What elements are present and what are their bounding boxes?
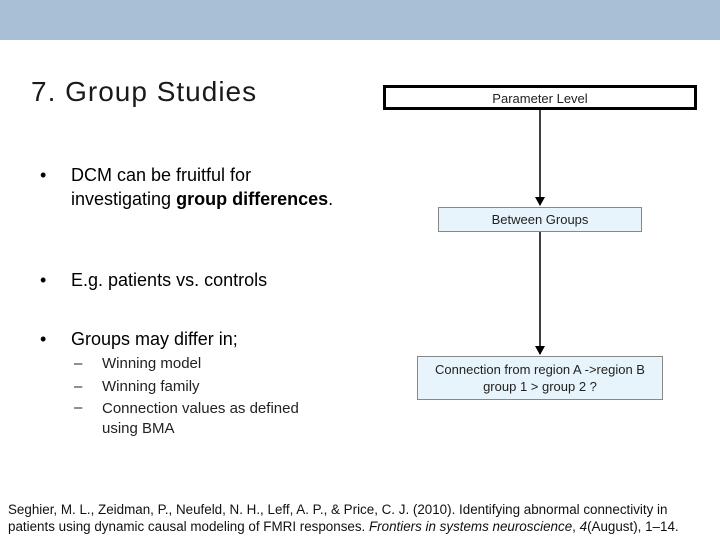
dash-marker: – [74, 378, 83, 395]
sub-bullet-text: Winning family [102, 378, 200, 395]
between-groups-box: Between Groups [438, 207, 642, 232]
arrowhead-icon [535, 197, 545, 206]
bullet-item [40, 163, 351, 211]
bullet-item [40, 268, 371, 292]
bullet-bold-text: differences [232, 189, 329, 209]
bullet-item [40, 327, 371, 351]
connection-box [417, 356, 663, 400]
connection-line-1: Connection from region A ->region B [435, 362, 645, 377]
bullet-text: E.g. patients vs. controls [71, 270, 268, 290]
parameter-level-box: Parameter Level [383, 85, 697, 110]
connection-line-2: group 1 > group 2 ? [483, 379, 597, 394]
dash-marker: – [74, 399, 83, 416]
slide-title: 7. Group Studies [31, 76, 258, 107]
bullet-text: DCM can be fruitful for investigating [71, 165, 252, 209]
citation-volume: 4 [579, 519, 588, 534]
bullet-marker: • [40, 270, 47, 290]
sub-bullet-list [62, 352, 322, 439]
bullet-marker: • [40, 329, 47, 349]
bullet-text: . [328, 189, 334, 209]
citation-journal: Frontiers in systems neuroscience [368, 519, 573, 534]
sub-bullet-item [62, 398, 322, 439]
header-band [0, 0, 720, 40]
citation-pages: (August), 1–14. [587, 519, 679, 534]
citation-text: Seghier, M. L., Zeidman, P., Neufeld, N. H., Leff, A. P., & Price, C. J. (2010). Identifying abnormal connectivity in patients using dynamic causal modeling of FMRI responses. [8, 502, 668, 534]
sub-bullet-item [62, 352, 322, 375]
citation-sep: , [572, 519, 580, 534]
bullet-text: Groups may differ in; [71, 329, 238, 349]
sub-bullet-text: Winning model [102, 355, 202, 372]
dash-marker: – [74, 355, 83, 372]
bullet-bold-text: group [176, 189, 228, 209]
sub-bullet-text: Connection values as defined using BMA [102, 400, 299, 437]
sub-bullet-item [62, 375, 322, 398]
citation [8, 501, 714, 535]
bullet-marker: • [40, 165, 47, 185]
arrowhead-icon [535, 346, 545, 355]
